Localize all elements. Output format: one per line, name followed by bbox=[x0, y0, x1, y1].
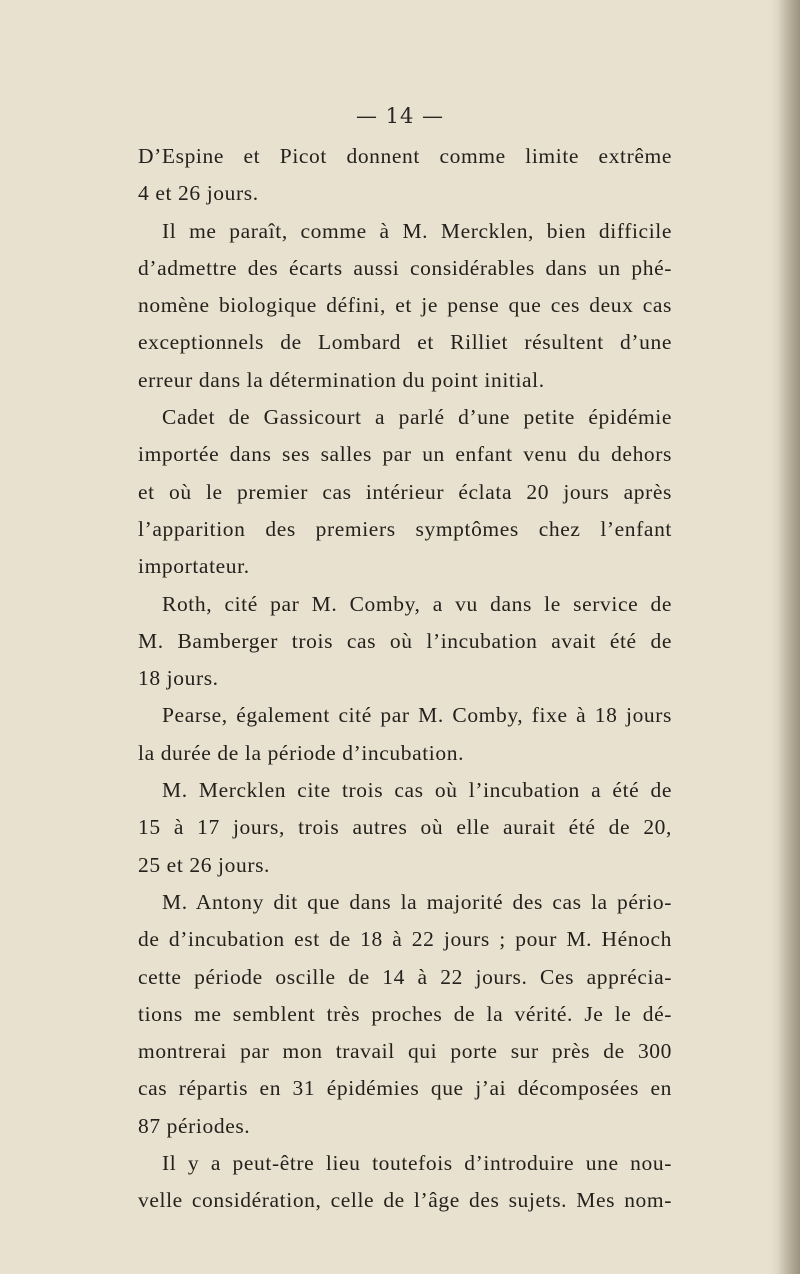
text-line: cas répartis en 31 épidémies que j’ai décomposées en bbox=[138, 1076, 672, 1101]
text-line: M. Mercklen cite trois cas où l’incubation a été de bbox=[162, 778, 672, 803]
text-line: d’admettre des écarts aussi considérables dans un phé- bbox=[138, 255, 672, 280]
page-edge-shadow bbox=[778, 0, 800, 1274]
text-line: importateur. bbox=[138, 554, 250, 579]
text-line: exceptionnels de Lombard et Rilliet résultent d’une bbox=[138, 330, 672, 355]
text-line: D’Espine et Picot donnent comme limite extrême bbox=[138, 144, 672, 168]
text-line: la durée de la période d’incubation. bbox=[138, 740, 465, 765]
text-line: nomène biologique défini, et je pense que ces deux cas bbox=[138, 293, 672, 318]
text-line: importée dans ses salles par un enfant venu du dehors bbox=[138, 442, 672, 467]
text-line: 25 et 26 jours. bbox=[138, 852, 271, 877]
text-line: Cadet de Gassicourt a parlé d’une petite épidémie bbox=[162, 405, 672, 430]
text-line: velle considération, celle de l’âge des sujets. Mes nom- bbox=[138, 1188, 672, 1213]
text-line: montrerai par mon travail qui porte sur près de 300 bbox=[138, 1039, 672, 1064]
text-line: l’apparition des premiers symptômes chez l’enfant bbox=[138, 516, 672, 541]
text-line: Pearse, également cité par M. Comby, fixe à 18 jours bbox=[162, 703, 672, 728]
text-line: cette période oscille de 14 à 22 jours. Ces apprécia- bbox=[138, 964, 672, 989]
page-number: — 14 — bbox=[355, 104, 445, 128]
text-line: et où le premier cas intérieur éclata 20 jours après bbox=[138, 479, 672, 504]
text-line: 4 et 26 jours. bbox=[138, 181, 259, 206]
text-line: Il me paraît, comme à M. Mercklen, bien difficile bbox=[162, 218, 672, 243]
text-line: 87 périodes. bbox=[138, 1113, 251, 1138]
text-line: M. Antony dit que dans la majorité des cas la pério- bbox=[162, 889, 672, 914]
text-line: 15 à 17 jours, trois autres où elle aurait été de 20, bbox=[138, 815, 672, 840]
text-line: M. Bamberger trois cas où l’incubation avait été de bbox=[138, 628, 672, 653]
text-line: Roth, cité par M. Comby, a vu dans le service de bbox=[162, 591, 672, 616]
text-line: tions me semblent très proches de la vérité. Je le dé- bbox=[138, 1001, 672, 1026]
body-text bbox=[138, 138, 672, 1220]
text-line: 18 jours. bbox=[138, 666, 219, 691]
text-line: de d’incubation est de 18 à 22 jours ; pour M. Hénoch bbox=[138, 927, 672, 952]
text-line: erreur dans la détermination du point initial. bbox=[138, 367, 545, 392]
text-line: Il y a peut-être lieu toutefois d’introduire une nou- bbox=[162, 1151, 672, 1176]
